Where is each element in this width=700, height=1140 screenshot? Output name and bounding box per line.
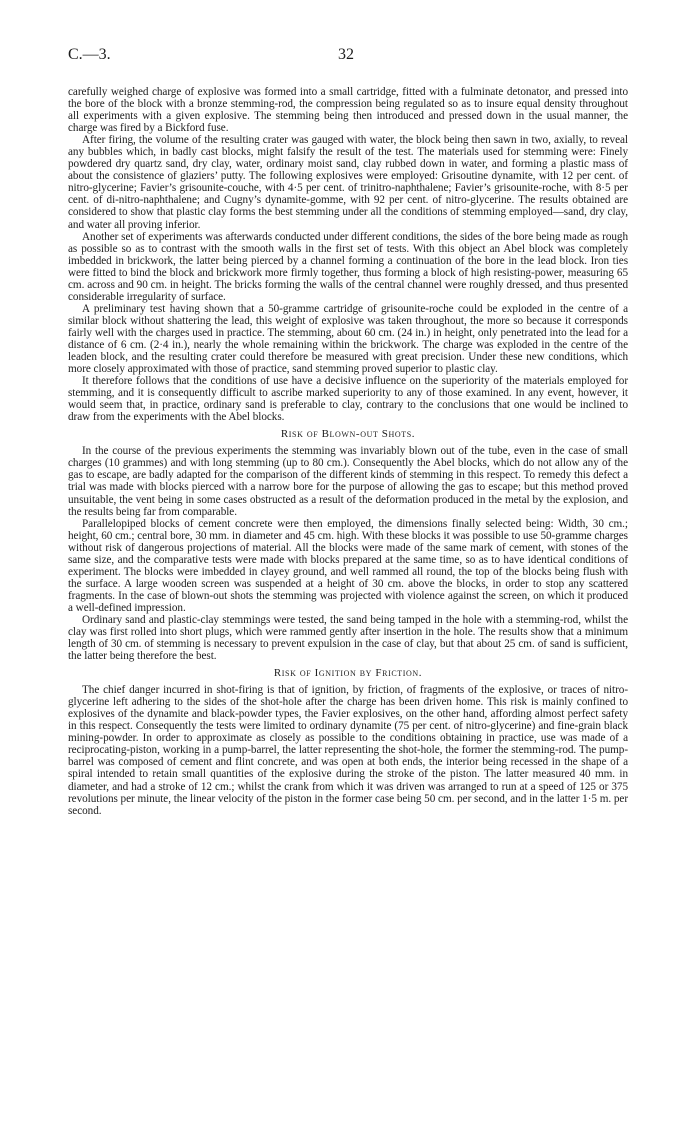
document-reference: C.—3. (68, 46, 111, 63)
paragraph: Another set of experiments was afterwards conducted under different conditions, the sides of the bore being made as rough as possible so as to contrast with the smooth walls in the first set of tests. With this object an Abel block was completely imbedded in brickwork, the latter being pierced by a channel forming a continuation of the bore in the lead block. Iron ties were fitted to bind the block and brickwork more firmly together, thus forming a block of high resisting-power, measuring 65 cm. across and 90 cm. in height. The bricks forming the walls of the central channel were roughly dressed, and thus presented considerable irregularity of surface. (68, 230, 628, 303)
paragraph: In the course of the previous experiments the stemming was invariably blown out of the tube, even in the case of small charges (10 grammes) and with long stemming (up to 80 cm.). Consequently the Abel blocks, which do not allow any of the gas to escape, are badly adapted for the comparison of the different kinds of stemming in this respect. To remedy this defect a trial was made with blocks pierced with a narrow bore for the purpose of allowing the gas to escape; but this method proved unsuitable, the vent being in some cases obstructed as a result of the deformation produced in the metal by the explosion, and the results being far from comparable. (68, 445, 628, 518)
paragraph: Ordinary sand and plastic-clay stemmings were tested, the sand being tamped in the hole with a stemming-rod, whilst the clay was first rolled into short plugs, which were rammed gently after insertion in the hole. The results show that a minimum length of 30 cm. of stemming is necessary to prevent expulsion in the case of clay, but that about 25 cm. of sand is sufficient, the latter being therefore the best. (68, 613, 628, 663)
paragraph: carefully weighed charge of explosive was formed into a small cartridge, fitted with a fulminate detonator, and pressed into the bore of the block with a bronze stemming-rod, the compression being regulated so as to insure equal density throughout all experiments with a given explosive. The stemming being then introduced and pressed down in the usual manner, the charge was fired by a Bickford fuse. (68, 86, 628, 135)
body-text (68, 86, 628, 817)
page-header (68, 46, 628, 86)
paragraph: A preliminary test having shown that a 50-gramme cartridge of grisounite-roche could be exploded in the centre of a similar block without shattering the lead, this weight of explosive was taken throughout, the more so because it corresponds fairly well with the charges used in practice. The stemming, about 60 cm. (24 in.) in height, only penetrated into the lead for a distance of 6 cm. (2·4 in.), nearly the whole remaining within the brickwork. The charge was exploded in the centre of the leaden block, and the resulting crater could therefore be measured with great precision. Under these new conditions, which more closely approximated with those of practice, sand stemming proved superior to plastic clay. (68, 302, 628, 376)
paragraph: After firing, the volume of the resulting crater was gauged with water, the block being then sawn in two, axially, to reveal any bubbles which, in badly cast blocks, might falsify the result of the test. The materials used for stemming were: Finely powdered dry quartz sand, dry clay, water, ordinary moist sand, clay rubbed down in water, and forming a plastic mass of about the consistence of glaziers’ putty. The following explosives were employed: Grisoutine dynamite, with 12 per cent. of nitro-glycerine; Favier’s grisounite-couche, with 4·5 per cent. of trinitro-naphthalene; Favier’s grisounite-roche, with 8·5 per cent. of di-nitro-naphthalene; and Cugny’s dynamite-gomme, with 92 per cent. of nitro-glycerine. The results obtained are considered to show that plastic clay forms the best stemming under all the conditions of stemming employed—sand, dry clay, and water all proving inferior. (68, 134, 628, 231)
page-number: 32 (338, 46, 354, 63)
paragraph: It therefore follows that the conditions of use have a decisive influence on the superiority of the materials employed for stemming, and it is consequently difficult to ascribe marked superiority to any of those examined. In any event, however, it would seem that, in practice, ordinary sand is preferable to clay, contrary to the conclusions that one would be inclined to draw from the experiments with the Abel blocks. (68, 375, 628, 424)
paragraph: Parallelopiped blocks of cement concrete were then employed, the dimensions finally selected being: Width, 30 cm.; height, 60 cm.; central bore, 30 mm. in diameter and 45 cm. high. With these blocks it was possible to use 50-gramme charges without risk of dangerous projections of material. All the blocks were made of the same mark of cement, with stones of the same size, and the comparative tests were made with blocks prepared at the same time, so as to have identical conditions of experiment. The blocks were imbedded in clayey ground, and well rammed all round, the top of the blocks being flush with the surface. A large wooden screen was suspended at a height of 30 cm. above the blocks, in order to stop any scattered fragments. In the case of blown-out shots the stemming was projected with violence against the screen, on which it produced a well-defined impression. (68, 517, 628, 614)
section-heading-blown-out-shots: Risk of Blown-out Shots. (280, 428, 416, 441)
paragraph: The chief danger incurred in shot-firing is that of ignition, by friction, of fragments of the explosive, or traces of nitro-glycerine left adhering to the sides of the shot-hole after the charge has been driven home. This risk is mainly confined to explosives of the dynamite and black-powder types, the Favier explosives, on the other hand, affording almost perfect safety in this respect. Consequently the tests were limited to ordinary dynamite (75 per cent. of nitro-glycerine) and fine-grain black mining-powder. In order to approximate as closely as possible to the conditions obtaining in practice, use was made of a reciprocating-piston, working in a pump-barrel, the latter representing the shot-hole, the former the stemming-rod. The pump-barrel was composed of cement and flint concrete, and was open at both ends, the interior being recessed in the shape of a spiral intended to retain small quantities of the explosive during the stroke of the piston. The latter measured 40 mm. in diameter, and had a stroke of 12 cm.; whilst the crank from which it was driven was arranged to run at a speed of 125 or 375 revolutions per minute, the linear velocity of the piston in the former case being 50 cm. per second, and in the latter 1·5 m. per second. (68, 684, 628, 817)
section-heading-ignition-by-friction: Risk of Ignition by Friction. (273, 667, 423, 680)
